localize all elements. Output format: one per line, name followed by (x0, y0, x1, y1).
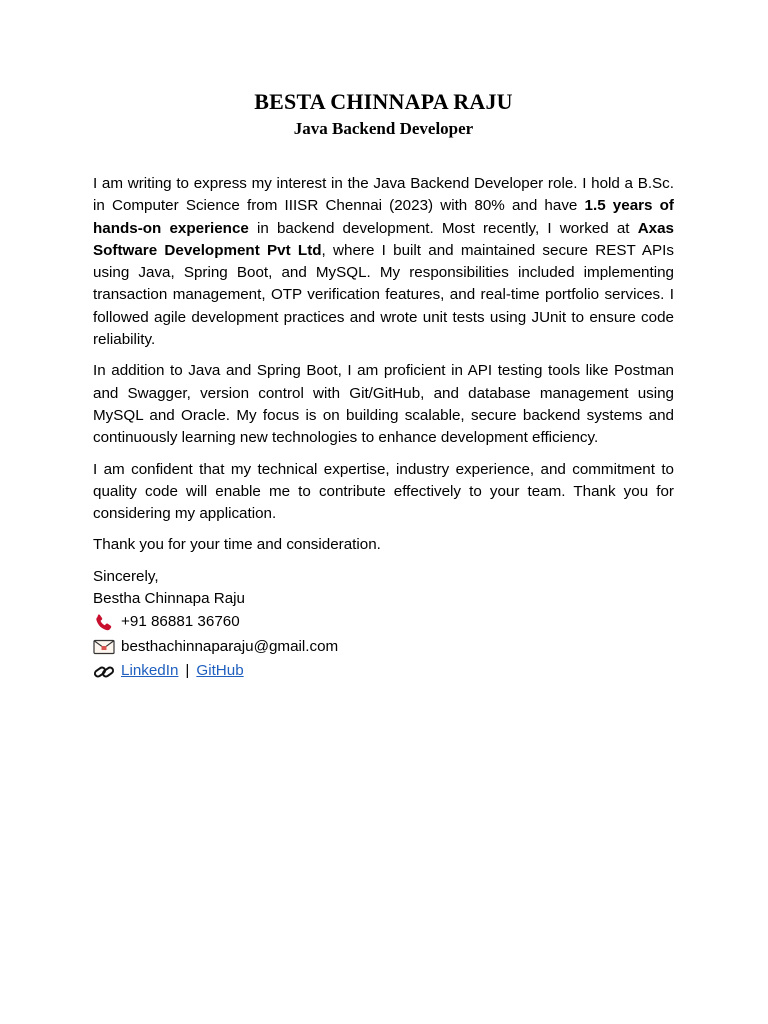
company-name: Axas Software Development Pvt Ltd (93, 219, 674, 259)
letter-body (93, 173, 674, 684)
intro-text-a: I am writing to express my interest in the Java Backend Developer role. I hold a B.Sc. in Computer Science from IIISR Chennai (2023) with 80% and have (93, 175, 674, 215)
paragraph-thanks: Thank you for your time and consideration. (93, 536, 381, 554)
envelope-icon (93, 637, 115, 657)
phone-line (93, 610, 674, 635)
experience-highlight: 1.5 years of hands-on experience (93, 197, 674, 237)
intro-text-d: , where I built and maintained secure REST APIs using Java, Spring Boot, and MySQL. My responsibilities included implementing transaction management, OTP verification features, and real-time portfolio services. I followed agile development practices and wrote unit tests using JUnit to ensure code reliability. (93, 241, 674, 349)
cover-letter-page (93, 88, 674, 684)
applicant-name: BESTA CHINNAPA RAJU (254, 89, 513, 114)
email-line (93, 635, 674, 660)
job-title: Java Backend Developer (293, 119, 474, 138)
links-line (93, 659, 674, 684)
phone-icon (93, 613, 115, 633)
intro-text-c: in backend development. Most recently, I worked at (248, 219, 638, 237)
closing-block (93, 566, 674, 684)
paragraph-confidence: I am confident that my technical expertise, industry experience, and commitment to quality code will enable me to contribute effectively to your team. Thank you for considering my application. (93, 460, 674, 523)
email-address[interactable]: besthachinnaparaju@gmail.com (121, 637, 339, 655)
link-separator: | (185, 662, 190, 680)
salutation: Sincerely, (93, 567, 159, 585)
phone-number: +91 86881 36760 (121, 613, 240, 631)
paragraph-intro (93, 173, 674, 351)
linkedin-link[interactable]: LinkedIn (121, 662, 179, 680)
link-icon (93, 662, 115, 682)
paragraph-skills: In addition to Java and Spring Boot, I am proficient in API testing tools like Postman and Swagger, version control with Git/GitHub, and database management using MySQL and Oracle. My focus is on building scalable, secure backend systems and continuously learning new technologies to enhance development efficiency. (93, 362, 674, 447)
signature-name: Bestha Chinnapa Raju (93, 590, 245, 608)
github-link[interactable]: GitHub (196, 662, 244, 680)
